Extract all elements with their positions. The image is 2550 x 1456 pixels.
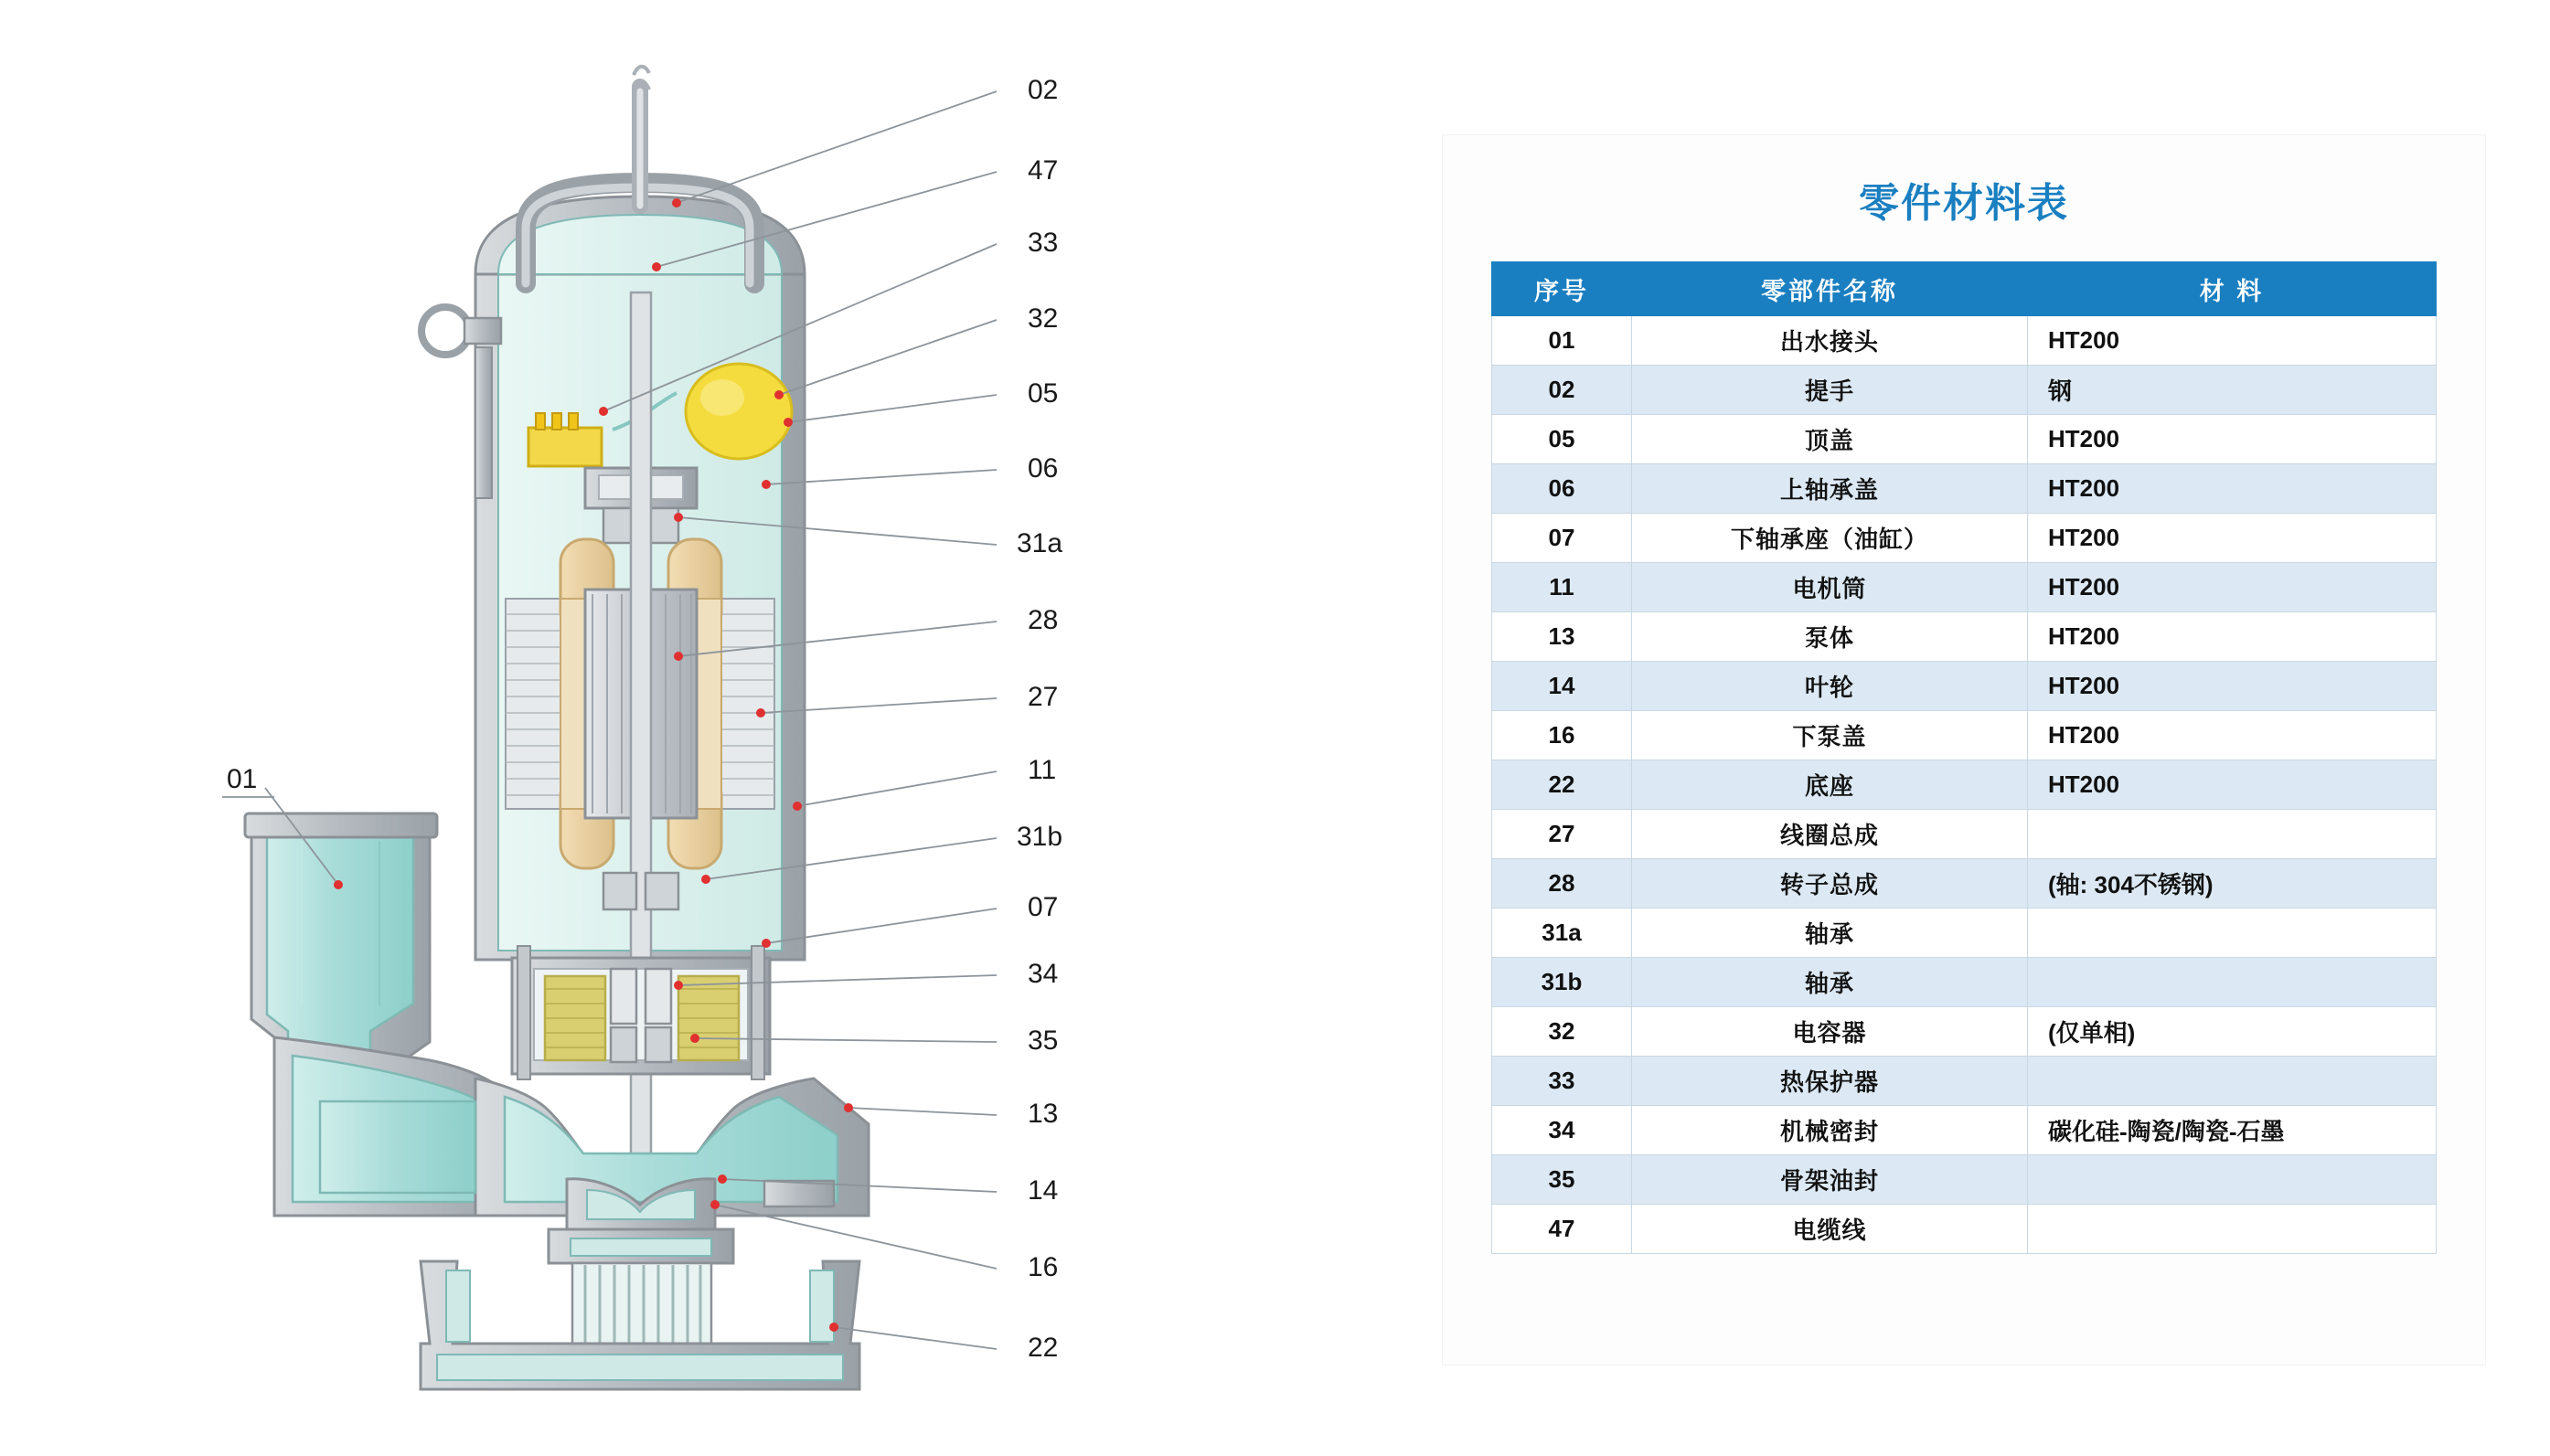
header-no: 序号 — [1492, 262, 1632, 316]
cell-material — [2028, 909, 2437, 958]
cell-name: 出水接头 — [1632, 316, 2028, 366]
part-47-power-cable — [634, 67, 649, 206]
table-row — [1492, 415, 2437, 464]
cell-name: 提手 — [1632, 366, 2028, 415]
callout-01: 01 — [227, 764, 258, 794]
callout-28: 28 — [1028, 605, 1059, 635]
header-part-name: 零部件名称 — [1632, 262, 2028, 316]
table-row — [1492, 859, 2437, 909]
callout-34: 34 — [1028, 959, 1059, 989]
callout-14: 14 — [1028, 1175, 1059, 1206]
cell-material — [2028, 1205, 2437, 1254]
table-row — [1492, 760, 2437, 810]
callout-16: 16 — [1028, 1252, 1059, 1282]
parts-table-body — [1492, 316, 2437, 1254]
cell-name: 电缆线 — [1632, 1205, 2028, 1254]
table-row — [1492, 909, 2437, 958]
upper-side-lug — [421, 307, 501, 498]
cell-name: 骨架油封 — [1632, 1155, 2028, 1205]
cell-material: (仅单相) — [2028, 1007, 2437, 1057]
callout-22: 22 — [1028, 1333, 1059, 1363]
cell-material: HT200 — [2028, 662, 2437, 711]
cell-no: 22 — [1492, 760, 1632, 810]
cell-material — [2028, 810, 2437, 859]
table-row — [1492, 316, 2437, 366]
cell-material: HT200 — [2028, 415, 2437, 464]
table-row — [1492, 1155, 2437, 1205]
header-material: 材 料 — [2028, 262, 2437, 316]
cell-material: (轴: 304不锈钢) — [2028, 859, 2437, 909]
callout-13: 13 — [1028, 1099, 1059, 1129]
table-row — [1492, 366, 2437, 415]
callout-31b: 31b — [1017, 822, 1063, 852]
callout-31a: 31a — [1017, 528, 1063, 558]
callout-47: 47 — [1028, 155, 1059, 186]
parts-table — [1491, 261, 2437, 1254]
callout-27: 27 — [1028, 682, 1059, 712]
cell-no: 06 — [1492, 464, 1632, 514]
cell-material: HT200 — [2028, 316, 2437, 366]
table-row — [1492, 612, 2437, 662]
table-row — [1492, 1007, 2437, 1057]
table-row — [1492, 711, 2437, 760]
callout-07: 07 — [1028, 892, 1059, 922]
cell-no: 11 — [1492, 563, 1632, 612]
parts-material-table-panel — [1443, 135, 2485, 1365]
callout-06: 06 — [1028, 453, 1059, 484]
table-row — [1492, 464, 2437, 514]
cell-material: HT200 — [2028, 711, 2437, 760]
callout-11: 11 — [1028, 755, 1057, 785]
cell-material: HT200 — [2028, 514, 2437, 563]
cell-name: 热保护器 — [1632, 1057, 2028, 1106]
part-07-lower-bearing-seat-oil-chamber — [512, 946, 770, 1079]
part-32-capacitor — [686, 364, 792, 459]
table-row — [1492, 810, 2437, 859]
cell-no: 31a — [1492, 909, 1632, 958]
cell-name: 轴承 — [1632, 958, 2028, 1007]
suction-strainer — [572, 1263, 711, 1347]
table-row — [1492, 662, 2437, 711]
cell-no: 35 — [1492, 1155, 1632, 1205]
cell-no: 27 — [1492, 810, 1632, 859]
cell-no: 14 — [1492, 662, 1632, 711]
cell-material — [2028, 1155, 2437, 1205]
cell-no: 16 — [1492, 711, 1632, 760]
cell-no: 02 — [1492, 366, 1632, 415]
cell-name: 底座 — [1632, 760, 2028, 810]
callout-02: 02 — [1028, 75, 1059, 105]
table-row — [1492, 1106, 2437, 1155]
cell-no: 32 — [1492, 1007, 1632, 1057]
cell-material — [2028, 1057, 2437, 1106]
cell-no: 34 — [1492, 1106, 1632, 1155]
cell-name: 轴承 — [1632, 909, 2028, 958]
cell-name: 上轴承盖 — [1632, 464, 2028, 514]
cell-no: 31b — [1492, 958, 1632, 1007]
table-row — [1492, 514, 2437, 563]
cell-name: 下泵盖 — [1632, 711, 2028, 760]
cell-name: 叶轮 — [1632, 662, 2028, 711]
table-title: 零件材料表 — [1859, 181, 2069, 226]
cell-material: HT200 — [2028, 464, 2437, 514]
cell-name: 机械密封 — [1632, 1106, 2028, 1155]
cell-no: 28 — [1492, 859, 1632, 909]
cell-name: 电容器 — [1632, 1007, 2028, 1057]
table-row — [1492, 1205, 2437, 1254]
table-row — [1492, 1057, 2437, 1106]
cell-name: 电机筒 — [1632, 563, 2028, 612]
table-row — [1492, 563, 2437, 612]
cell-material: HT200 — [2028, 760, 2437, 810]
cell-material: 碳化硅-陶瓷/陶瓷-石墨 — [2028, 1106, 2437, 1155]
cell-no: 05 — [1492, 415, 1632, 464]
cell-name: 泵体 — [1632, 612, 2028, 662]
cell-no: 33 — [1492, 1057, 1632, 1106]
cell-no: 13 — [1492, 612, 1632, 662]
cell-name: 线圈总成 — [1632, 810, 2028, 859]
table-header-row — [1492, 262, 2437, 316]
table-row — [1492, 958, 2437, 1007]
callout-05: 05 — [1028, 378, 1059, 409]
callout-35: 35 — [1028, 1026, 1059, 1056]
cell-no: 47 — [1492, 1205, 1632, 1254]
callout-32: 32 — [1028, 303, 1059, 334]
cell-name: 下轴承座（油缸） — [1632, 514, 2028, 563]
cell-material: HT200 — [2028, 563, 2437, 612]
cell-no: 01 — [1492, 316, 1632, 366]
cell-material: HT200 — [2028, 612, 2437, 662]
callout-33: 33 — [1028, 228, 1059, 258]
cell-name: 顶盖 — [1632, 415, 2028, 464]
cell-no: 07 — [1492, 514, 1632, 563]
cell-material: 钢 — [2028, 366, 2437, 415]
cell-name: 转子总成 — [1632, 859, 2028, 909]
cell-material — [2028, 958, 2437, 1007]
